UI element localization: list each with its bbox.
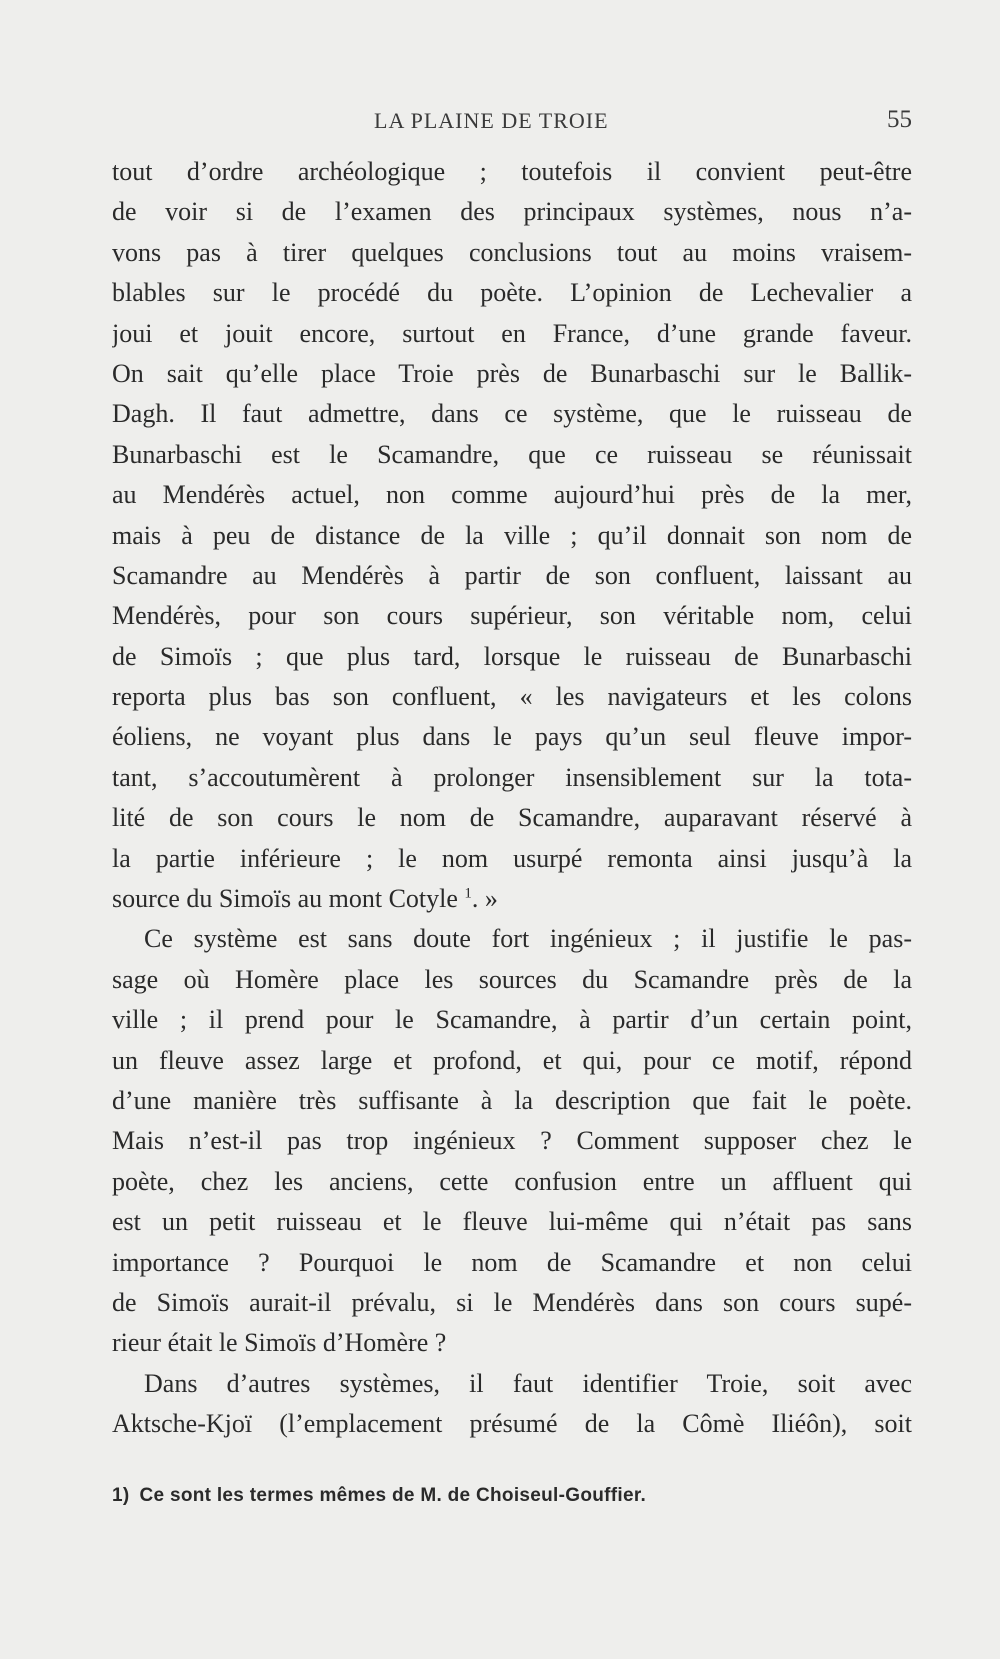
text-line: blables sur le procédé du poète. L’opinion de Lechevalier a xyxy=(112,278,912,308)
running-title: LA PLAINE DE TROIE xyxy=(374,108,609,133)
text-line: Mais n’est-il pas trop ingénieux ? Comment supposer chez le xyxy=(112,1126,912,1156)
text-line: d’une manière très suffisante à la description que fait le poète. xyxy=(112,1085,912,1115)
footnote-mark: 1) xyxy=(112,1485,130,1506)
text-line: de Simoïs aurait-il prévalu, si le Mendérès dans son cours supé- xyxy=(112,1287,912,1317)
text-line: Aktsche-Kjoï (l’emplacement présumé de la Cômè Iliéôn), soit xyxy=(112,1409,912,1439)
text-line: On sait qu’elle place Troie près de Bunarbaschi sur le Ballik- xyxy=(112,358,912,388)
text-line: importance ? Pourquoi le nom de Scamandre et non celui xyxy=(112,1247,912,1277)
paragraph xyxy=(112,1364,912,1445)
text-line: Bunarbaschi est le Scamandre, que ce ruisseau se réunissait xyxy=(112,439,912,469)
footnote-reference: 1 xyxy=(464,885,472,902)
text-line: tant, s’accoutumèrent à prolonger insensiblement sur la tota- xyxy=(112,762,912,792)
text-line: vons pas à tirer quelques conclusions tout au moins vraisem- xyxy=(112,237,912,267)
text-line: de Simoïs ; que plus tard, lorsque le ruisseau de Bunarbaschi xyxy=(112,641,912,671)
text-segment: source du Simoïs au mont Cotyle xyxy=(112,884,465,914)
paragraph xyxy=(112,152,912,919)
footnote xyxy=(112,1485,912,1507)
page-number: 55 xyxy=(887,106,912,133)
text-line: ville ; il prend pour le Scamandre, à partir d’un certain point, xyxy=(112,1005,912,1035)
text-line: mais à peu de distance de la ville ; qu’il donnait son nom de xyxy=(112,520,912,550)
text-line: tout d’ordre archéologique ; toutefois il convient peut-être xyxy=(112,157,912,186)
text-line: Ce système est sans doute fort ingénieux ; il justifie le pas- xyxy=(144,924,912,954)
text-line: est un petit ruisseau et le fleuve lui-même qui n’était pas sans xyxy=(112,1207,912,1237)
text-line: Mendérès, pour son cours supérieur, son véritable nom, celui xyxy=(112,601,912,631)
text-segment: . » xyxy=(471,884,498,914)
text-line: poète, chez les anciens, cette confusion entre un affluent qui xyxy=(112,1166,912,1196)
text-line: Dagh. Il faut admettre, dans ce système, que le ruisseau de xyxy=(112,399,912,429)
text-line: au Mendérès actuel, non comme aujourd’hui près de la mer, xyxy=(112,480,912,510)
paragraph xyxy=(112,919,912,1363)
text-line: Scamandre au Mendérès à partir de son confluent, laissant au xyxy=(112,560,912,590)
text-line: reporta plus bas son confluent, « les navigateurs et les colons xyxy=(112,682,912,712)
text-line: un fleuve assez large et profond, et qui, pour ce motif, répond xyxy=(112,1045,912,1075)
text-line: Dans d’autres systèmes, il faut identifier Troie, soit avec xyxy=(144,1368,912,1398)
text-line: de voir si de l’examen des principaux systèmes, nous n’a- xyxy=(112,197,912,227)
text-line: joui et jouit encore, surtout en France, d’une grande faveur. xyxy=(112,318,912,348)
text-line xyxy=(112,879,912,919)
text-line: lité de son cours le nom de Scamandre, auparavant réservé à xyxy=(112,803,912,833)
text-line: rieur était le Simoïs d’Homère ? xyxy=(112,1328,447,1358)
text-line: sage où Homère place les sources du Scamandre près de la xyxy=(112,964,912,994)
body-text xyxy=(112,152,912,1445)
footnote-text: Ce sont les termes mêmes de M. de Choiseul-Gouffier. xyxy=(139,1485,647,1506)
page-header xyxy=(112,108,912,140)
text-line: éoliens, ne voyant plus dans le pays qu’un seul fleuve impor- xyxy=(112,722,912,752)
text-line: la partie inférieure ; le nom usurpé remonta ainsi jusqu’à la xyxy=(112,843,912,873)
